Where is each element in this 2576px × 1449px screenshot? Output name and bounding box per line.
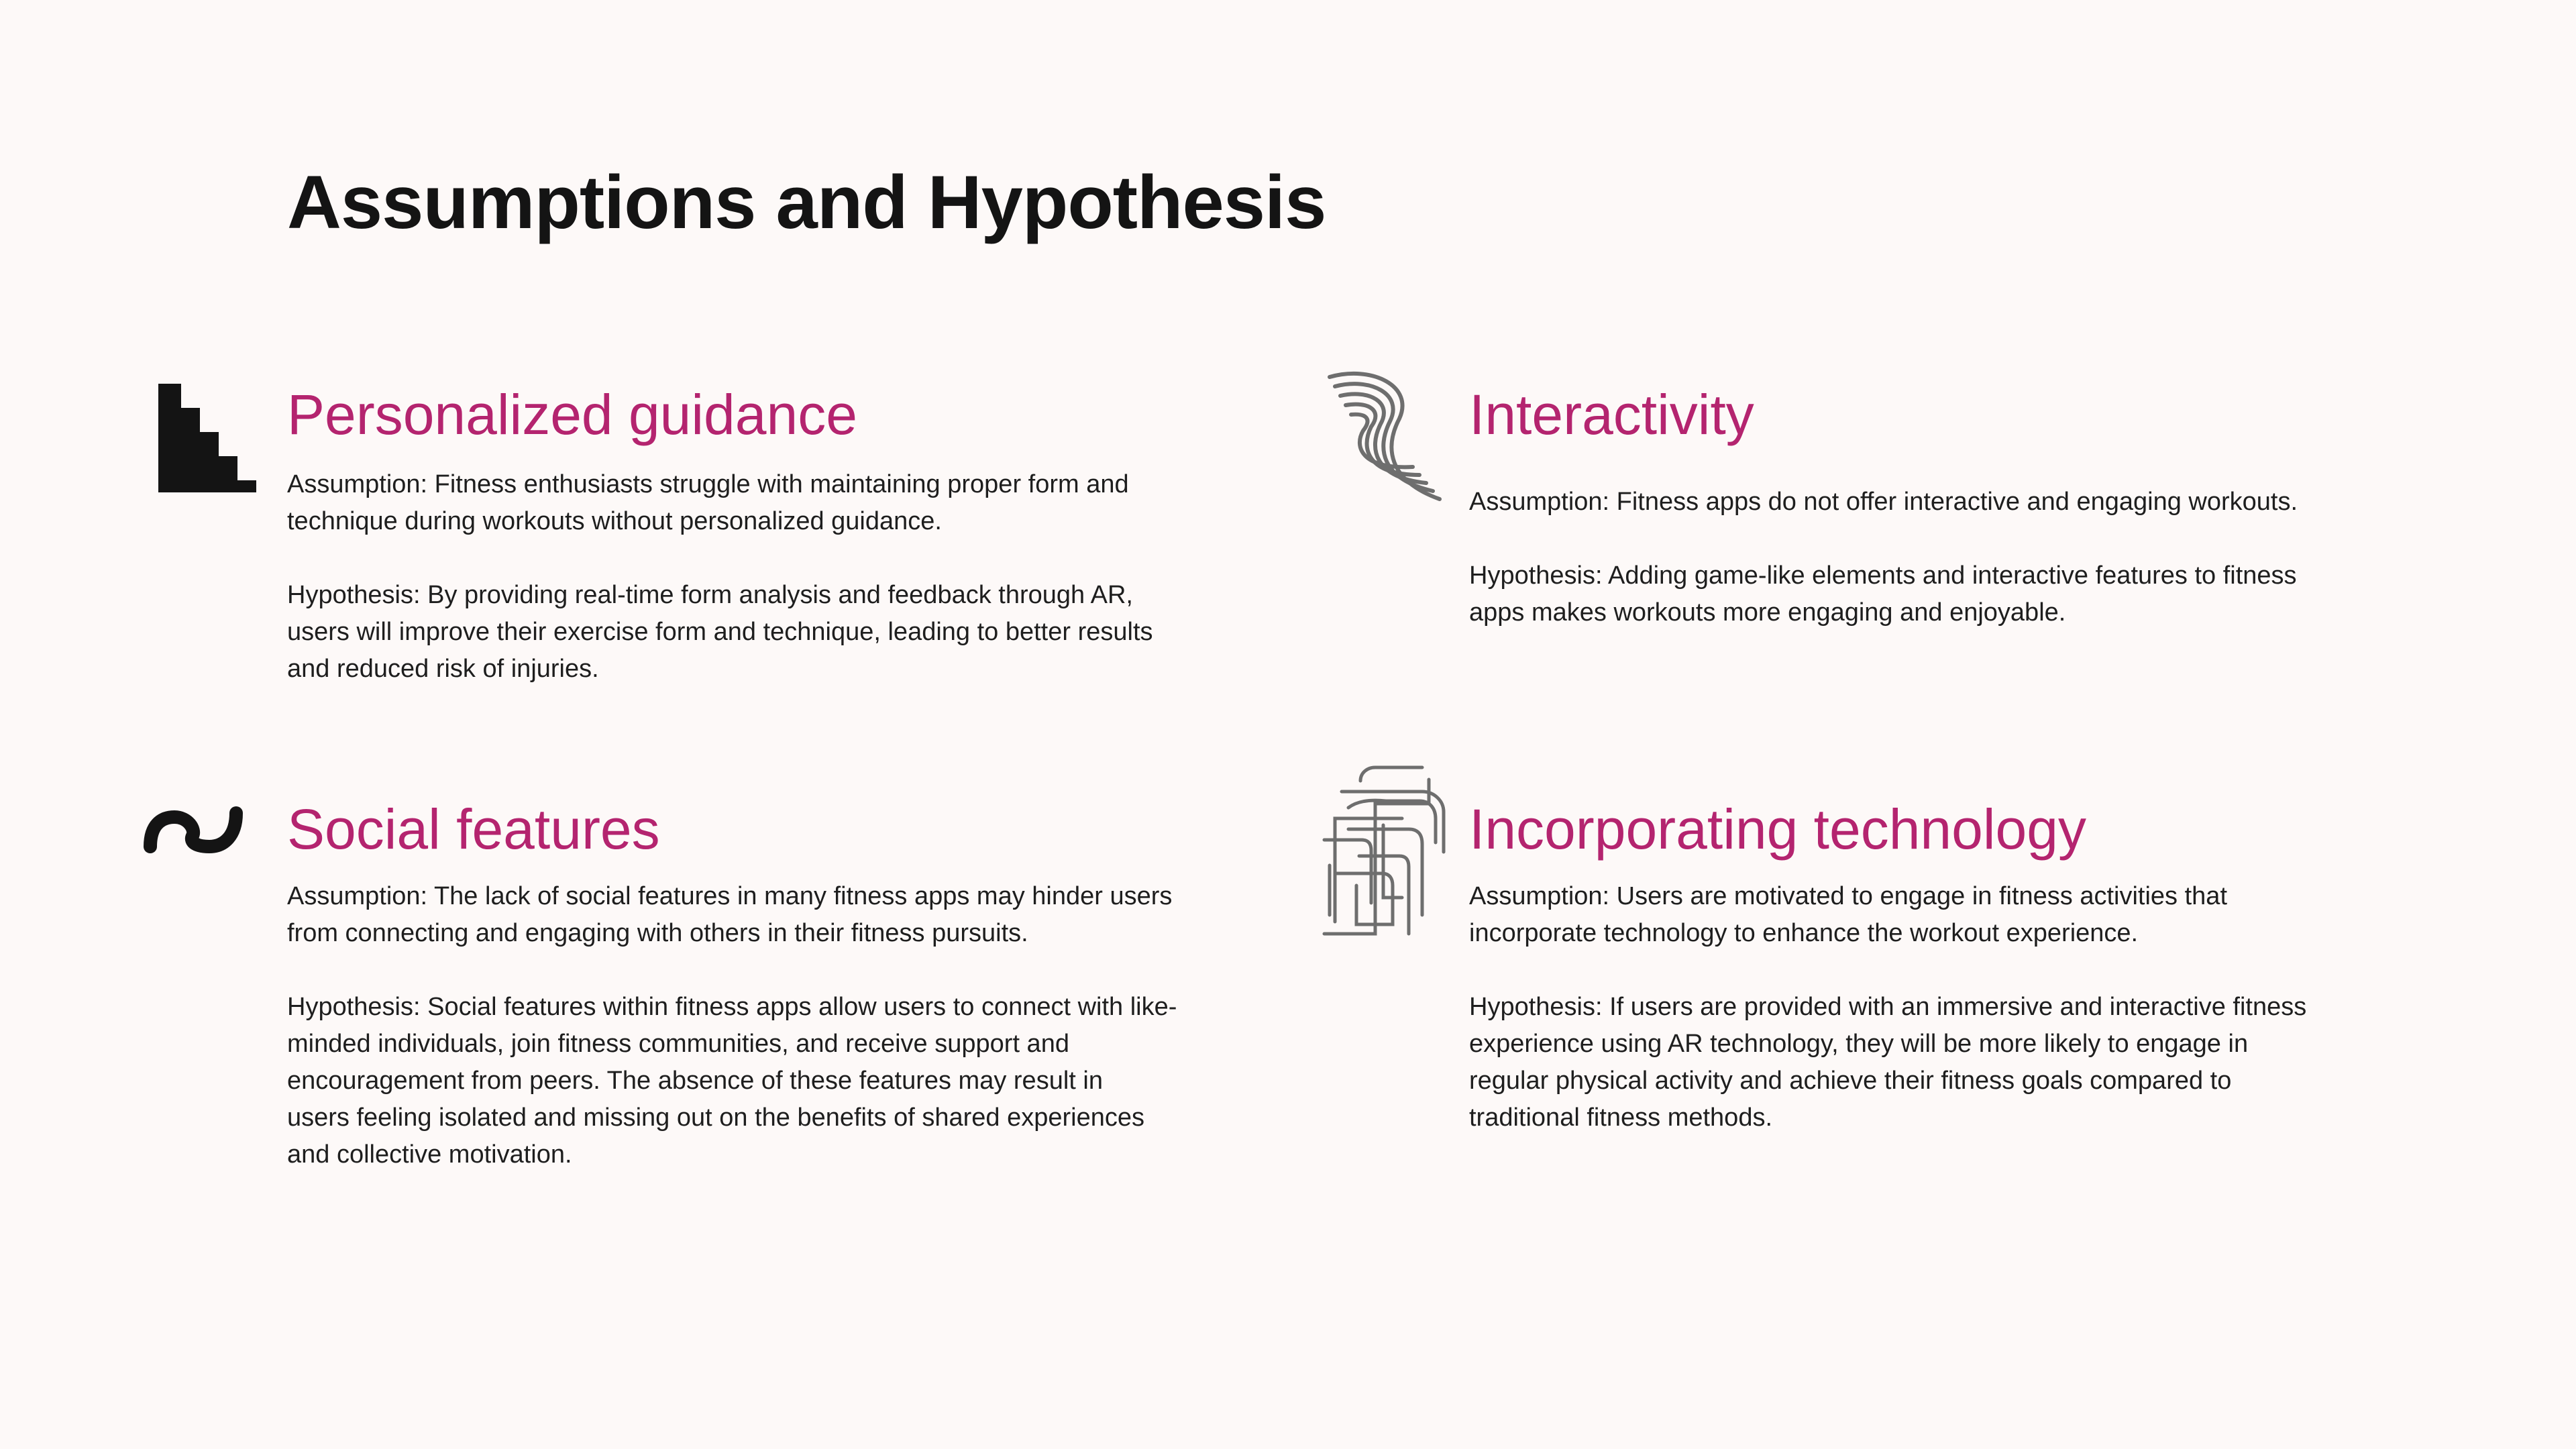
s-curve-icon <box>142 802 243 856</box>
incorporating-technology-heading: Incorporating technology <box>1469 798 2086 861</box>
social-features-hypothesis: Hypothesis: Social features within fitness apps allow users to connect with like- minded individuals, join fitness communities, and receive support and encouragement from peers. The absence of these features may result in users feeling isolated and missing out on the benefits of shared experiences and collective motivation. <box>287 992 1177 1169</box>
interactivity-heading: Interactivity <box>1469 383 1754 446</box>
social-features-assumption: Assumption: The lack of social features in many fitness apps may hinder users from connecting and engaging with others in their fitness pursuits. <box>287 881 1173 947</box>
page-title: Assumptions and Hypothesis <box>287 160 1326 244</box>
interactivity-assumption: Assumption: Fitness apps do not offer interactive and engaging workouts. <box>1469 487 2298 516</box>
line-maze-icon <box>1322 765 1449 939</box>
staircase-icon <box>158 384 256 492</box>
social-features-heading: Social features <box>287 798 660 861</box>
personalized-guidance-heading: Personalized guidance <box>287 383 857 446</box>
personalized-guidance-hypothesis: Hypothesis: By providing real-time form analysis and feedback through AR, users will improve their exercise form and technique, leading to better results and reduced risk of injuries. <box>287 580 1153 683</box>
interactivity-section <box>1469 382 2408 631</box>
concentric-wave-icon <box>1326 368 1446 502</box>
interactivity-hypothesis: Hypothesis: Adding game-like elements and interactive features to fitness apps makes workouts more engaging and enjoyable. <box>1469 561 2297 627</box>
social-features-section <box>287 797 1226 1173</box>
personalized-guidance-section <box>287 382 1213 688</box>
incorporating-technology-assumption: Assumption: Users are motivated to engage in fitness activities that incorporate technology to enhance the workout experience. <box>1469 881 2227 947</box>
incorporating-technology-section <box>1469 797 2408 1136</box>
incorporating-technology-hypothesis: Hypothesis: If users are provided with an immersive and interactive fitness experience using AR technology, they will be more likely to engage in regular physical activity and achieve their fitness goals compared to traditional fitness methods. <box>1469 992 2307 1132</box>
personalized-guidance-assumption: Assumption: Fitness enthusiasts struggle with maintaining proper form and technique during workouts without personalized guidance. <box>287 470 1129 535</box>
